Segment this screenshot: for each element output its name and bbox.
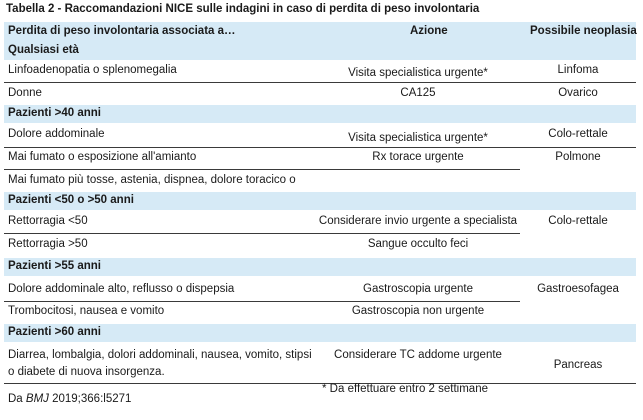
row-action: Visita specialistica urgente*: [348, 132, 488, 144]
header-neoplasia: Possibile neoplasia: [530, 25, 637, 37]
source-ref: 2019;366:l5271: [48, 393, 132, 405]
header-condition: Perdita di peso involontaria associata a…: [8, 25, 236, 37]
section-label: Pazienti >60 anni: [8, 326, 101, 338]
row-neoplasia: Gastroesofagea: [537, 283, 619, 295]
row-action: Visita specialistica urgente*: [348, 67, 488, 79]
row-neoplasia: Linfoma: [557, 64, 599, 76]
row-divider: [4, 169, 520, 170]
header-action: Azione: [410, 25, 448, 37]
section-label: Pazienti >55 anni: [8, 260, 101, 272]
section-band: [4, 105, 636, 123]
section-band: [4, 42, 636, 60]
table-title: Tabella 2 - Raccomandazioni NICE sulle indagini in caso di perdita di peso involontaria: [6, 3, 480, 15]
section-band: [4, 324, 636, 342]
row-neoplasia: Pancreas: [553, 359, 603, 371]
row-divider: [4, 147, 636, 148]
footnote: * Da effettuare entro 2 settimane: [322, 383, 488, 395]
row-action: Considerare TC addome urgente: [334, 349, 502, 361]
row-condition: Mai fumato o esposizione all'amianto: [8, 151, 197, 163]
row-neoplasia: Ovarico: [558, 87, 598, 99]
row-action: Sangue occulto feci: [367, 238, 469, 250]
row-condition: Linfoadenopatia o splenomegalia: [8, 64, 177, 76]
table-header: [4, 22, 636, 42]
source-prefix: Da: [8, 393, 26, 405]
row-action: Rx torace urgente: [372, 151, 464, 163]
section-band: [4, 192, 636, 210]
table-bottom-rule: [4, 383, 636, 384]
section-label: Pazienti <50 o >50 anni: [8, 194, 134, 206]
row-condition: Rettorragia >50: [8, 238, 88, 250]
source-citation: [8, 393, 131, 405]
source-journal: BMJ: [25, 393, 49, 405]
row-divider: [4, 233, 520, 234]
row-condition: Rettorragia <50: [8, 215, 88, 227]
row-condition: Diarrea, lombalgia, dolori addominali, nausea, vomito, stipsi o diabete di nuova insorgenza.: [8, 349, 312, 378]
row-condition: Donne: [8, 87, 42, 99]
row-action: Considerare invio urgente a specialista: [318, 215, 518, 227]
row-divider: [4, 82, 636, 83]
row-condition: Dolore addominale alto, reflusso o dispepsia: [8, 283, 235, 295]
row-condition: Trombocitosi, nausea e vomito: [8, 305, 165, 317]
row-action: Gastroscopia urgente: [363, 283, 473, 295]
row-neoplasia: Colo-rettale: [548, 215, 608, 227]
section-label: Pazienti >40 anni: [8, 107, 101, 119]
row-neoplasia: Colo-rettale: [548, 128, 608, 140]
row-action: CA125: [400, 87, 436, 99]
row-condition: Dolore addominale: [8, 128, 105, 140]
row-condition: Mai fumato più tosse, astenia, dispnea, dolore toracico o: [8, 174, 296, 186]
section-band: [4, 258, 636, 276]
row-divider: [4, 301, 520, 302]
section-label: Qualsiasi età: [8, 44, 79, 56]
row-neoplasia: Polmone: [555, 151, 601, 163]
row-action: Gastroscopia non urgente: [351, 305, 485, 317]
